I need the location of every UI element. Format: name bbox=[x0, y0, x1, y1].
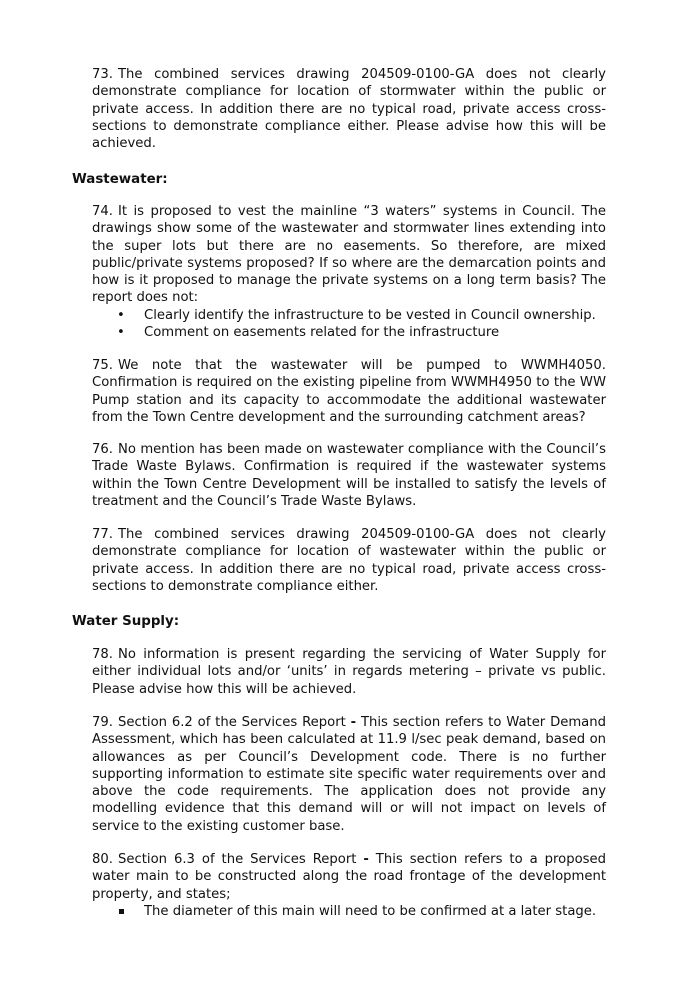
wastewater-heading: Wastewater: bbox=[72, 172, 168, 187]
item-text: No information is present regarding the servicing of Water Supply for either individual lots and/or ‘units’ in regards metering – private vs public. Please advise how this will be achieved. bbox=[92, 647, 606, 697]
item-text: It is proposed to vest the mainline “3 waters” systems in Council. The drawings show some of the wastewater and stormwater lines extending into the super lots but there are no easements. So therefore, are mixed public/private systems proposed? If so where are the demarcation points and how is it proposed to manage the private systems on a long term basis? The report does not: bbox=[92, 204, 606, 306]
item-dash: - bbox=[350, 715, 357, 730]
item-74 bbox=[92, 203, 606, 341]
item-76 bbox=[92, 441, 606, 510]
item-73 bbox=[92, 66, 606, 152]
item-number: 79. bbox=[92, 715, 113, 730]
item-text bbox=[92, 851, 606, 903]
bullet-text: Comment on easements related for the infrastructure bbox=[144, 325, 500, 341]
list-item bbox=[92, 324, 606, 341]
item-text: The combined services drawing 204509-0100-GA does not clearly demonstrate compliance for location of wastewater within the public or private access. In addition there are no typical road, private access cross-sections to demonstrate compliance either. bbox=[92, 527, 606, 594]
item-text: No mention has been made on wastewater compliance with the Council’s Trade Waste Bylaws. Confirmation is required if the wastewater systems within the Town Centre Development will be installed to satisfy the levels of treatment and the Council’s Trade Waste Bylaws. bbox=[92, 442, 606, 509]
item-75 bbox=[92, 357, 606, 426]
item-lead: Section 6.2 of the Services Report bbox=[118, 715, 351, 730]
item-number: 80. bbox=[92, 852, 113, 867]
item-number: 74. bbox=[92, 204, 113, 219]
item-lead: Section 6.3 of the Services Report bbox=[118, 852, 364, 867]
bullet-list bbox=[92, 307, 606, 342]
item-number: 78. bbox=[92, 647, 113, 662]
item-number: 73. bbox=[92, 67, 113, 82]
item-number: 75. bbox=[92, 358, 113, 373]
square-bullet-icon bbox=[119, 909, 124, 914]
item-80 bbox=[92, 851, 606, 920]
water-supply-heading: Water Supply: bbox=[72, 614, 180, 629]
bullet-text: The diameter of this main will need to be confirmed at a later stage. bbox=[144, 903, 597, 919]
bullet-icon: • bbox=[117, 325, 125, 341]
bullet-list bbox=[92, 903, 606, 920]
item-text: The combined services drawing 204509-0100-GA does not clearly demonstrate compliance for location of stormwater within the public or private access. In addition there are no typical road, private access cross-sections to demonstrate compliance either. Please advise how this will be achieved. bbox=[92, 67, 606, 152]
bullet-icon: • bbox=[117, 307, 125, 323]
item-79 bbox=[92, 714, 606, 835]
item-number: 76. bbox=[92, 442, 113, 457]
item-number: 77. bbox=[92, 527, 113, 542]
item-text: We note that the wastewater will be pumped to WWMH4050. Confirmation is required on the existing pipeline from WWMH4950 to the WW Pump station and its capacity to accommodate the additional wastewater from the Town Centre development and the surrounding catchment areas? bbox=[92, 358, 606, 425]
item-dash: - bbox=[363, 852, 369, 867]
item-body: This section refers to a proposed water main to be constructed along the road frontage of the development property, and states; bbox=[92, 852, 606, 902]
list-item bbox=[92, 903, 606, 920]
item-body: This section refers to Water Demand Assessment, which has been calculated at 11.9 l/sec peak demand, based on allowances as per Council’s Development code. There is no further supporting information to estimate site specific water requirements over and above the code requirements. The application does not provide any modelling evidence that this demand will or will not impact on levels of service to the existing customer base. bbox=[92, 715, 606, 834]
bullet-text: Clearly identify the infrastructure to be vested in Council ownership. bbox=[144, 307, 596, 323]
list-item bbox=[92, 307, 606, 324]
item-78 bbox=[92, 646, 606, 698]
item-text bbox=[92, 714, 606, 835]
item-77 bbox=[92, 526, 606, 595]
